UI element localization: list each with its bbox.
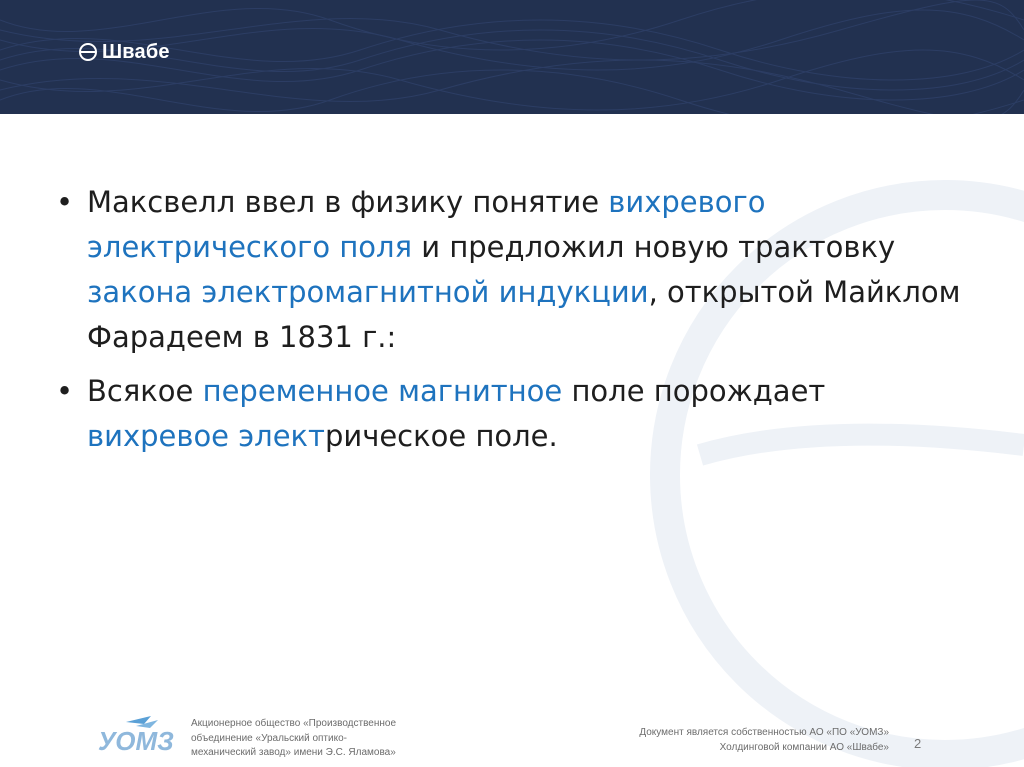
header-band — [0, 0, 1024, 114]
footer-org-line: механический завод» имени Э.С. Яламова» — [191, 747, 396, 758]
footer-organization — [191, 717, 431, 761]
footer-ownership-line: Документ является собственностью АО «ПО «УОМЗ» — [639, 727, 889, 738]
brand-logo — [78, 39, 170, 65]
bullet-item — [56, 180, 976, 360]
footer-ownership-line: Холдинговой компании АО «Швабе» — [719, 741, 889, 753]
bullet-point-icon: • — [56, 374, 74, 408]
bullet-text-segment: рическое поле. — [324, 419, 558, 453]
highlighted-term: вихревое элект — [87, 419, 325, 453]
bullet-text-segment: поле порождает — [562, 374, 826, 408]
brand-name: Швабе — [102, 40, 170, 63]
bullet-item — [56, 369, 976, 459]
footer-org-line: Акционерное общество «Производственное — [191, 718, 397, 729]
uomz-logo-text: УОМЗ — [98, 726, 174, 756]
bullet-text-segment: и предложил новую трактовку — [412, 230, 896, 264]
bullet-text-segment: , открытой Майклом Фарадеем в 1831 г.: — [87, 275, 961, 354]
theta-circle-icon — [78, 42, 98, 62]
footer-ownership — [639, 726, 889, 755]
highlighted-term: вихревого электрического поля — [87, 185, 766, 264]
bullet-list — [56, 180, 976, 468]
bullet-point-icon: • — [56, 185, 74, 219]
highlighted-term: переменное магнитное — [202, 374, 563, 408]
footer-org-line: объединение «Уральский оптико- — [191, 732, 347, 744]
highlighted-term: закона электромагнитной индукции — [87, 275, 649, 309]
page-number: 2 — [914, 736, 922, 751]
uomz-logo — [96, 710, 188, 756]
bullet-text-segment: Максвелл ввел в физику понятие — [87, 185, 609, 219]
bullet-text-segment: Всякое — [87, 374, 203, 408]
